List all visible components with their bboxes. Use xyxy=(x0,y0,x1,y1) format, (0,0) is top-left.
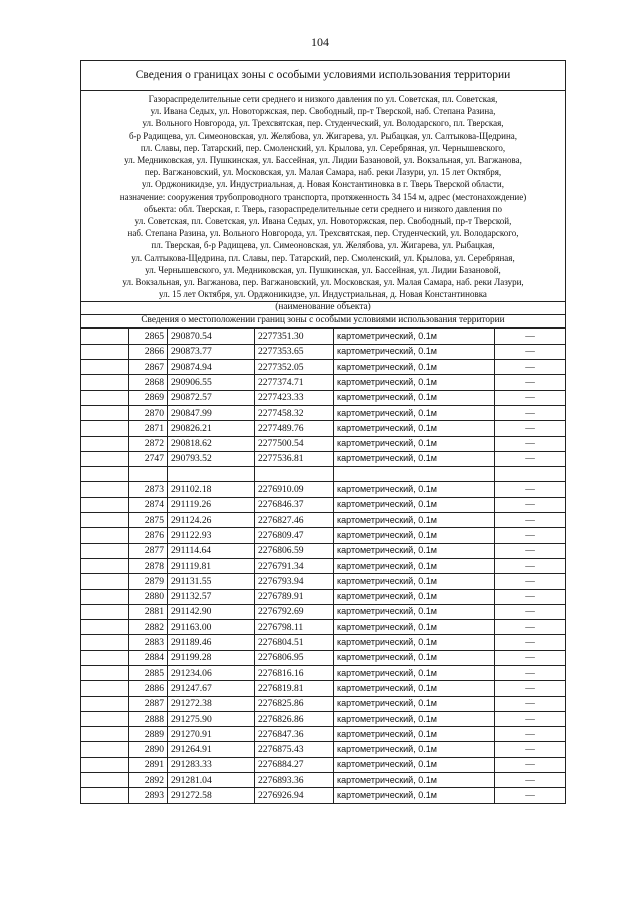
table-row xyxy=(81,558,565,573)
point-number: 2892 xyxy=(129,773,168,788)
determination-method: картометрический, 0.1м xyxy=(334,620,495,635)
coordinate-x: 290872.57 xyxy=(168,390,255,405)
coordinate-x: 291247.67 xyxy=(168,681,255,696)
point-number: 2873 xyxy=(129,482,168,497)
determination-method: картометрический, 0.1м xyxy=(334,773,495,788)
determination-method: картометрический, 0.1м xyxy=(334,788,495,803)
description-line: объекта: обл. Тверская, г. Тверь, газораспределительные сети среднего и низкого давления по xyxy=(144,203,502,214)
point-number: 2889 xyxy=(129,727,168,742)
point-number: 2867 xyxy=(129,360,168,375)
table-row xyxy=(81,497,565,512)
coordinate-x: 290818.62 xyxy=(168,436,255,451)
table-row xyxy=(81,604,565,619)
coordinate-x: 290870.54 xyxy=(168,329,255,344)
empty-cell xyxy=(81,757,129,772)
point-number: 2876 xyxy=(129,528,168,543)
coordinate-x: 291281.04 xyxy=(168,773,255,788)
point-number: 2868 xyxy=(129,375,168,390)
empty-cell xyxy=(81,421,129,436)
point-number: 2883 xyxy=(129,635,168,650)
table-row xyxy=(81,360,565,375)
coordinate-y: 2276804.51 xyxy=(255,635,334,650)
table-row xyxy=(81,681,565,696)
empty-cell xyxy=(81,696,129,711)
determination-method: картометрический, 0.1м xyxy=(334,589,495,604)
point-number: 2878 xyxy=(129,558,168,573)
description-line: ул. Медниковская, ул. Пушкинская, ул. Бассейная, ул. Лидии Базановой, ул. Вокзальная, ул. Вагжанова, xyxy=(124,155,522,166)
dash-cell: — xyxy=(495,543,566,558)
table-row xyxy=(81,773,565,788)
empty-cell xyxy=(81,390,129,405)
description-line: ул. Ивана Седых, ул. Новоторжская, пер. Свободный, пр-т Тверской, наб. Степана Разина, xyxy=(150,106,496,117)
coordinate-y: 2276791.34 xyxy=(255,558,334,573)
empty-cell xyxy=(81,329,129,344)
empty-cell xyxy=(81,436,129,451)
description-line: Газораспределительные сети среднего и низкого давления по ул. Советская, пл. Советская, xyxy=(148,94,498,104)
dash-cell: — xyxy=(495,773,566,788)
point-number: 2882 xyxy=(129,620,168,635)
coordinate-y: 2276789.91 xyxy=(255,589,334,604)
determination-method: картометрический, 0.1м xyxy=(334,405,495,420)
table-row xyxy=(81,528,565,543)
point-number: 2875 xyxy=(129,513,168,528)
point-number: 2880 xyxy=(129,589,168,604)
coordinate-x: 290874.94 xyxy=(168,360,255,375)
determination-method: картометрический, 0.1м xyxy=(334,665,495,680)
coordinate-x: 291264.91 xyxy=(168,742,255,757)
point-number: 2888 xyxy=(129,711,168,726)
coordinate-x: 290826.21 xyxy=(168,421,255,436)
determination-method: картометрический, 0.1м xyxy=(334,696,495,711)
coordinate-y: 2277536.81 xyxy=(255,451,334,466)
object-caption: (наименование объекта) xyxy=(81,302,565,315)
coordinate-x: 291189.46 xyxy=(168,635,255,650)
point-number: 2874 xyxy=(129,497,168,512)
coordinate-y: 2277353.65 xyxy=(255,344,334,359)
empty-cell xyxy=(81,727,129,742)
point-number: 2891 xyxy=(129,757,168,772)
determination-method: картометрический, 0.1м xyxy=(334,497,495,512)
table-row xyxy=(81,696,565,711)
empty-cell xyxy=(81,543,129,558)
point-number: 2872 xyxy=(129,436,168,451)
coordinate-y: 2276825.86 xyxy=(255,696,334,711)
table-row xyxy=(81,329,565,344)
dash-cell: — xyxy=(495,528,566,543)
dash-cell: — xyxy=(495,421,566,436)
empty-cell xyxy=(81,773,129,788)
table-row xyxy=(81,421,565,436)
document-title: Сведения о границах зоны с особыми условиями использования территории xyxy=(81,61,565,91)
table-row xyxy=(81,574,565,589)
coordinate-y: 2277458.32 xyxy=(255,405,334,420)
empty-cell xyxy=(81,665,129,680)
coordinate-y: 2277374.71 xyxy=(255,375,334,390)
dash-cell: — xyxy=(495,558,566,573)
table-row xyxy=(81,390,565,405)
empty-cell xyxy=(81,589,129,604)
empty-cell xyxy=(81,497,129,512)
dash-cell: — xyxy=(495,742,566,757)
point-number: 2871 xyxy=(129,421,168,436)
coordinate-y: 2276893.36 xyxy=(255,773,334,788)
point-number: 2869 xyxy=(129,390,168,405)
table-row xyxy=(81,543,565,558)
dash-cell: — xyxy=(495,665,566,680)
point-number: 2870 xyxy=(129,405,168,420)
empty-cell xyxy=(81,620,129,635)
empty-cell xyxy=(81,482,129,497)
dash-cell: — xyxy=(495,344,566,359)
determination-method: картометрический, 0.1м xyxy=(334,344,495,359)
dash-cell: — xyxy=(495,329,566,344)
empty-cell xyxy=(81,375,129,390)
determination-method: картометрический, 0.1м xyxy=(334,528,495,543)
coordinate-y: 2276910.09 xyxy=(255,482,334,497)
determination-method: картометрический, 0.1м xyxy=(334,650,495,665)
dash-cell: — xyxy=(495,727,566,742)
coordinate-y: 2276827.46 xyxy=(255,513,334,528)
coordinate-y: 2276846.37 xyxy=(255,497,334,512)
dash-cell: — xyxy=(495,574,566,589)
dash-cell: — xyxy=(495,788,566,803)
empty-cell xyxy=(495,467,566,482)
empty-cell xyxy=(334,467,495,482)
empty-cell xyxy=(81,604,129,619)
coordinate-y: 2277489.76 xyxy=(255,421,334,436)
determination-method: картометрический, 0.1м xyxy=(334,421,495,436)
dash-cell: — xyxy=(495,589,566,604)
table-row xyxy=(81,788,565,803)
point-number: 2884 xyxy=(129,650,168,665)
coordinate-x: 291122.93 xyxy=(168,528,255,543)
empty-cell xyxy=(81,711,129,726)
dash-cell: — xyxy=(495,375,566,390)
table-row xyxy=(81,620,565,635)
dash-cell: — xyxy=(495,604,566,619)
point-number: 2747 xyxy=(129,451,168,466)
coordinate-y: 2276798.11 xyxy=(255,620,334,635)
dash-cell: — xyxy=(495,711,566,726)
empty-cell xyxy=(81,681,129,696)
description-line: ул. 15 лет Октября, ул. Орджоникидзе, ул. Индустриальная, д. Новая Константиновка xyxy=(159,289,487,300)
table-row xyxy=(81,635,565,650)
coordinate-y: 2276819.81 xyxy=(255,681,334,696)
coordinate-x: 291275.90 xyxy=(168,711,255,726)
table-row xyxy=(81,451,565,466)
determination-method: картометрический, 0.1м xyxy=(334,436,495,451)
table-row xyxy=(81,375,565,390)
coordinate-y: 2276806.59 xyxy=(255,543,334,558)
empty-cell xyxy=(255,467,334,482)
empty-cell xyxy=(81,451,129,466)
dash-cell: — xyxy=(495,513,566,528)
table-row xyxy=(81,711,565,726)
table-row xyxy=(81,665,565,680)
zone-boundaries-document xyxy=(80,60,566,804)
page-number: 104 xyxy=(311,35,329,49)
determination-method: картометрический, 0.1м xyxy=(334,742,495,757)
determination-method: картометрический, 0.1м xyxy=(334,727,495,742)
dash-cell: — xyxy=(495,635,566,650)
coordinate-x: 291102.18 xyxy=(168,482,255,497)
dash-cell: — xyxy=(495,681,566,696)
coordinate-x: 291131.55 xyxy=(168,574,255,589)
coordinate-x: 291142.90 xyxy=(168,604,255,619)
point-number: 2881 xyxy=(129,604,168,619)
separator-row xyxy=(81,467,565,482)
object-description xyxy=(81,91,565,302)
table-row xyxy=(81,482,565,497)
empty-cell xyxy=(168,467,255,482)
empty-cell xyxy=(81,528,129,543)
coordinate-x: 291119.81 xyxy=(168,558,255,573)
dash-cell: — xyxy=(495,482,566,497)
dash-cell: — xyxy=(495,451,566,466)
description-line: назначение: сооружения трубопроводного транспорта, протяженность 34 154 м, адрес (местонахождение) xyxy=(119,191,527,202)
determination-method: картометрический, 0.1м xyxy=(334,558,495,573)
coordinate-y: 2276816.16 xyxy=(255,665,334,680)
dash-cell: — xyxy=(495,620,566,635)
determination-method: картометрический, 0.1м xyxy=(334,757,495,772)
coordinate-y: 2276875.43 xyxy=(255,742,334,757)
coordinate-x: 291124.26 xyxy=(168,513,255,528)
description-line: наб. Степана Разина, ул. Вольного Новгорода, ул. Трехсвятская, пер. Студенческий, ул. Володарского, xyxy=(127,228,519,239)
empty-cell xyxy=(81,788,129,803)
description-line: ул. Вольного Новгорода, ул. Трехсвятская, пер. Студенческий, ул. Володарского, пл. Тверская, xyxy=(142,118,504,129)
coordinate-y: 2277351.30 xyxy=(255,329,334,344)
coordinate-y: 2277423.33 xyxy=(255,390,334,405)
description-line: ул. Вокзальная, ул. Вагжанова, пер. Вагжановский, ул. Московская, ул. Малая Самара, наб. реки Лазури, xyxy=(122,277,524,288)
point-number: 2866 xyxy=(129,344,168,359)
coordinate-y: 2276847.36 xyxy=(255,727,334,742)
empty-cell xyxy=(81,467,129,482)
coordinate-y: 2276884.27 xyxy=(255,757,334,772)
table-row xyxy=(81,650,565,665)
determination-method: картометрический, 0.1м xyxy=(334,543,495,558)
dash-cell: — xyxy=(495,360,566,375)
determination-method: картометрический, 0.1м xyxy=(334,681,495,696)
dash-cell: — xyxy=(495,497,566,512)
coordinate-y: 2277352.05 xyxy=(255,360,334,375)
coordinate-x: 291234.06 xyxy=(168,665,255,680)
coordinate-y: 2276806.95 xyxy=(255,650,334,665)
location-header: Сведения о местоположении границ зоны с особыми условиями использования территории xyxy=(81,315,565,328)
coordinate-y: 2276826.86 xyxy=(255,711,334,726)
empty-cell xyxy=(129,467,168,482)
empty-cell xyxy=(81,360,129,375)
empty-cell xyxy=(81,650,129,665)
coordinate-x: 291270.91 xyxy=(168,727,255,742)
table-row xyxy=(81,513,565,528)
coordinate-x: 291132.57 xyxy=(168,589,255,604)
determination-method: картометрический, 0.1м xyxy=(334,482,495,497)
determination-method: картометрический, 0.1м xyxy=(334,451,495,466)
description-line: б-р Радищева, ул. Симеоновская, ул. Желябова, ул. Жигарева, ул. Рыбацкая, ул. Салтыкова-Щедрина, xyxy=(128,130,518,141)
point-number: 2877 xyxy=(129,543,168,558)
coordinate-y: 2276926.94 xyxy=(255,788,334,803)
coordinate-y: 2276809.47 xyxy=(255,528,334,543)
empty-cell xyxy=(81,405,129,420)
point-number: 2890 xyxy=(129,742,168,757)
table-row xyxy=(81,589,565,604)
point-number: 2887 xyxy=(129,696,168,711)
determination-method: картометрический, 0.1м xyxy=(334,574,495,589)
table-row xyxy=(81,405,565,420)
dash-cell: — xyxy=(495,436,566,451)
coordinate-x: 291114.64 xyxy=(168,543,255,558)
empty-cell xyxy=(81,513,129,528)
coordinate-x: 291119.26 xyxy=(168,497,255,512)
empty-cell xyxy=(81,635,129,650)
dash-cell: — xyxy=(495,390,566,405)
dash-cell: — xyxy=(495,757,566,772)
coordinate-x: 291163.00 xyxy=(168,620,255,635)
empty-cell xyxy=(81,574,129,589)
point-number: 2886 xyxy=(129,681,168,696)
determination-method: картометрический, 0.1м xyxy=(334,375,495,390)
table-row xyxy=(81,757,565,772)
dash-cell: — xyxy=(495,696,566,711)
coordinate-x: 291199.28 xyxy=(168,650,255,665)
empty-cell xyxy=(81,558,129,573)
description-line: ул. Орджоникидзе, ул. Индустриальная, д. Новая Константиновка в г. Тверь Тверской области, xyxy=(141,179,504,190)
coordinate-x: 291283.33 xyxy=(168,757,255,772)
determination-method: картометрический, 0.1м xyxy=(334,360,495,375)
coordinate-x: 290873.77 xyxy=(168,344,255,359)
description-line: ул. Советская, пл. Советская, ул. Ивана Седых, ул. Новоторжская, пер. Свободный, пр-т Тверской, xyxy=(134,216,512,227)
coordinate-y: 2276793.94 xyxy=(255,574,334,589)
coordinate-y: 2276792.69 xyxy=(255,604,334,619)
empty-cell xyxy=(81,344,129,359)
description-line: пл. Тверская, б-р Радищева, ул. Симеоновская, ул. Желябова, ул. Жигарева, ул. Рыбацкая, xyxy=(151,240,495,251)
description-line: пл. Славы, пер. Татарский, пер. Смоленский, ул. Крылова, ул. Серебряная, ул. Чернышевского, xyxy=(140,142,506,153)
table-row xyxy=(81,727,565,742)
determination-method: картометрический, 0.1м xyxy=(334,711,495,726)
coordinate-x: 291272.38 xyxy=(168,696,255,711)
point-number: 2893 xyxy=(129,788,168,803)
dash-cell: — xyxy=(495,650,566,665)
point-number: 2885 xyxy=(129,665,168,680)
coordinates-table xyxy=(81,328,565,803)
point-number: 2865 xyxy=(129,329,168,344)
determination-method: картометрический, 0.1м xyxy=(334,513,495,528)
description-line: ул. Чернышевского, ул. Медниковская, ул. Пушкинская, ул. Бассейная, ул. Лидии Базановой, xyxy=(145,264,501,275)
description-line: ул. Салтыкова-Щедрина, пл. Славы, пер. Татарский, пер. Смоленский, ул. Крылова, ул. Серебряная, xyxy=(131,252,515,263)
table-row xyxy=(81,436,565,451)
coordinate-x: 290906.55 xyxy=(168,375,255,390)
coordinate-y: 2277500.54 xyxy=(255,436,334,451)
dash-cell: — xyxy=(495,405,566,420)
table-row xyxy=(81,344,565,359)
determination-method: картометрический, 0.1м xyxy=(334,604,495,619)
determination-method: картометрический, 0.1м xyxy=(334,329,495,344)
point-number: 2879 xyxy=(129,574,168,589)
table-row xyxy=(81,742,565,757)
coordinate-x: 290847.99 xyxy=(168,405,255,420)
determination-method: картометрический, 0.1м xyxy=(334,390,495,405)
empty-cell xyxy=(81,742,129,757)
determination-method: картометрический, 0.1м xyxy=(334,635,495,650)
coordinate-x: 291272.58 xyxy=(168,788,255,803)
description-line: пер. Вагжановский, ул. Московская, ул. Малая Самара, наб. реки Лазури, ул. 15 лет Октября, xyxy=(144,167,502,178)
coordinate-x: 290793.52 xyxy=(168,451,255,466)
